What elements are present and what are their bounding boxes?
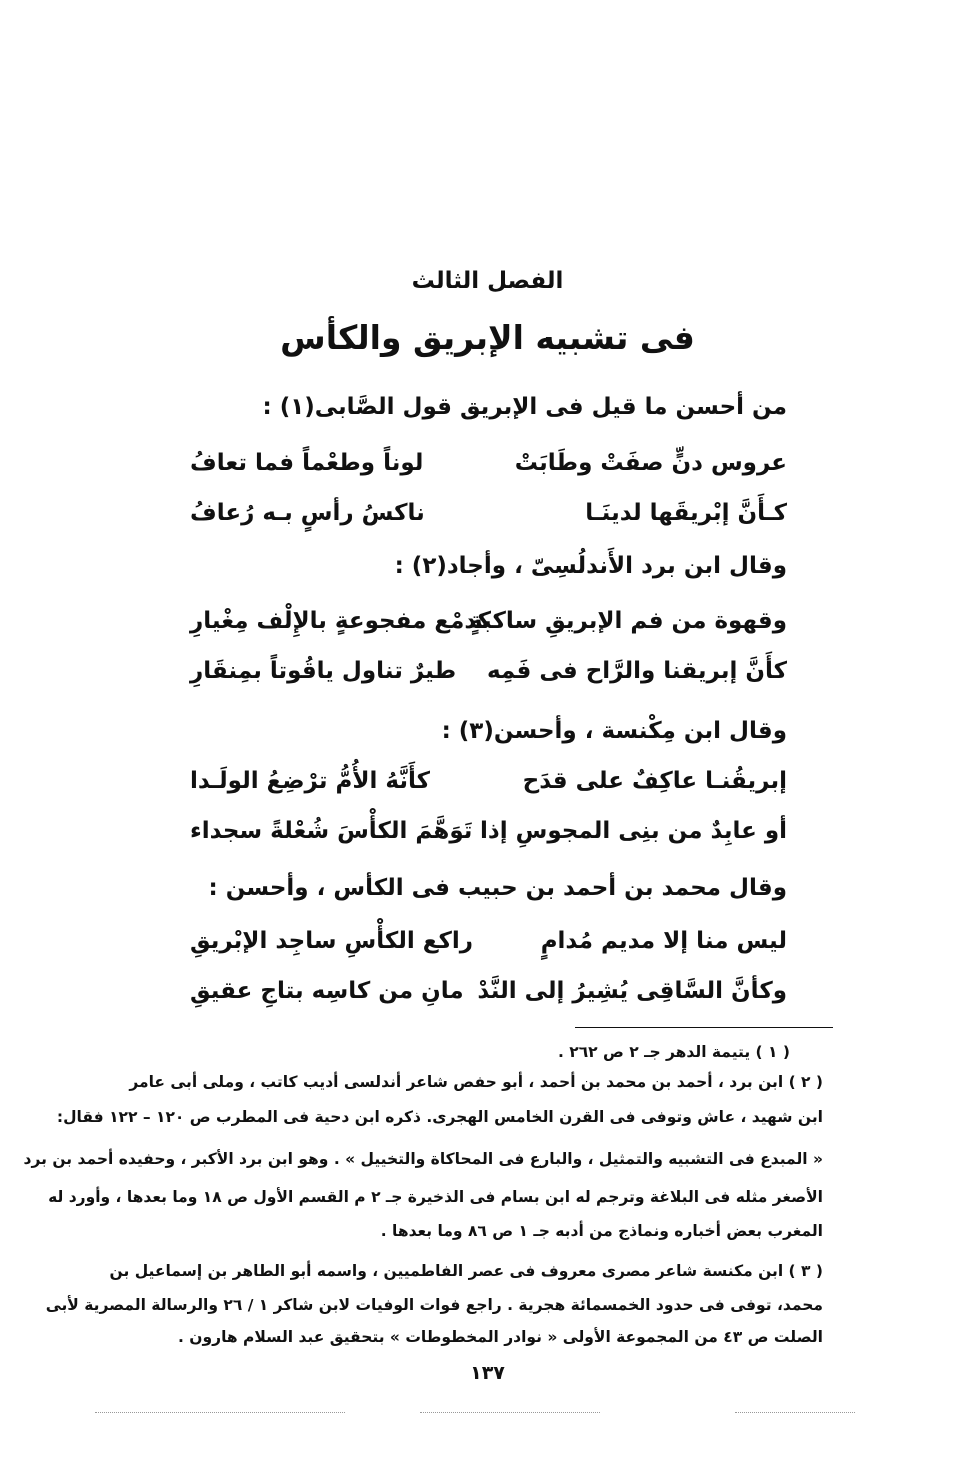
verse-second-hemistich: تَوَهَّمَ الكأْسَ شُعْلةً سجداء (190, 818, 473, 844)
footnote-line: الأصغر مثله فى البلاغة وترجم له ابن بسام فى الذخيرة جـ ٢ م القسم الأول ص ١٨ وما بعدها ، وأورد له (48, 1188, 823, 1206)
verse-first-hemistich: كـأَنَّ إبْريقَها لدينَـا (585, 500, 787, 526)
verse-first-hemistich: وقهوة من فم الإبريقِ ساكبةٍ (469, 608, 787, 634)
verse-second-hemistich: كأَنَّهُ الأُمُّ ترْضِعُ الولَـدا (190, 768, 430, 794)
prose-line: وقال محمد بن أحمد بن حبيب فى الكأس ، وأحسن : (208, 875, 787, 901)
prose-line: وقال ابن مِكْنسة ، وأحسن(٣) : (441, 718, 787, 744)
footnote-line: ( ٢ ) ابن برد ، أحمد بن محمد بن أحمد ، أبو حفص شاعر أندلسى أديب كاتب ، وملى أبى عامر (129, 1073, 823, 1091)
footnote-line: « المبدع فى التشبيه والتمثيل ، والبارع فى المحاكاة والتخييل » . وهو ابن برد الأكبر ، وحفيده أحمد بن برد (23, 1150, 823, 1168)
verse-first-hemistich: إبريقُنـا عاكِفٌ على قدَح (522, 768, 787, 794)
verse-first-hemistich: كأَنَّ إبريقنا والرَّاح فى فَمِه (486, 658, 787, 684)
verse-first-hemistich: أو عابِدٌ من بنِى المجوسِ إذا (480, 818, 787, 844)
footnote-line: ابن شهيد ، عاش وتوفى فى القرن الخامس الهجرى. ذكره ابن دحية فى المطرب ص ١٢٠ – ١٢٢ فقال: (56, 1108, 823, 1126)
verse-first-hemistich: ليس منا إلا مديم مُدامٍ (540, 928, 787, 954)
verse-first-hemistich: وكأنَّ السَّاقِى يُشِيرُ إلى النَّدْ (477, 978, 787, 1004)
footnote-line: ( ٣ ) ابن مكنسة شاعر مصرى معروف فى عصر الفاطميين ، واسمه أبو الطاهر بن إسماعيل بن (109, 1262, 823, 1280)
footnote-separator (575, 1027, 833, 1028)
footnote-line: المغرب بعض أخباره ونماذج من أدبه جـ ١ ص ٨٦ وما بعدها . (380, 1222, 823, 1240)
verse-second-hemistich: كدمْع مفجوعةٍ بالإِلْف مِغْيارِ (190, 608, 491, 634)
verse-second-hemistich: ناكسُ رأسٍ بـه رُعافُ (190, 500, 425, 526)
verse-second-hemistich: راكع الكأْسِ ساجِد الإبْريقِ (190, 928, 473, 954)
footnote-line: الصلت ص ٤٣ من المجموعة الأولى « نوادر المخطوطات » بتحقيق عبد السلام هارون . (178, 1328, 823, 1346)
footnote-line: ( ١ ) يتيمة الدهر جـ ٢ ص ٢٦٢ . (557, 1043, 790, 1061)
verse-second-hemistich: لوناً وطعْماً فما تعافُ (190, 450, 424, 476)
scan-artifact-dotted-line (95, 1412, 345, 1413)
chapter-label: الفصل الثالث (411, 268, 564, 294)
scan-artifact-dotted-line (735, 1412, 855, 1413)
scan-artifact-dotted-line (420, 1412, 600, 1413)
page-number: ١٣٧ (470, 1362, 505, 1384)
verse-second-hemistich: طيرٌ تناول ياقُوتاً بمِنقَارِ (190, 658, 457, 684)
prose-line: وقال ابن برد الأَندلُسِىّ ، وأجاد(٢) : (394, 553, 787, 579)
prose-line: من أحسن ما قيل فى الإبريق قول الصَّابى(١) : (262, 394, 787, 420)
verse-second-hemistich: مانِ من كاسِه بتاجِ عقيقِ (190, 978, 464, 1004)
footnote-line: محمد، توفى فى حدود الخمسمائة هجرية . راجع فوات الوفيات لابن شاكر ١ / ٢٦ والرسالة المصرية لأبى (45, 1296, 823, 1314)
verse-first-hemistich: عروس دنٍّ صفَتْ وطَابَتْ (514, 450, 787, 476)
chapter-title: فى تشبيه الإبريق والكأس (280, 318, 695, 357)
